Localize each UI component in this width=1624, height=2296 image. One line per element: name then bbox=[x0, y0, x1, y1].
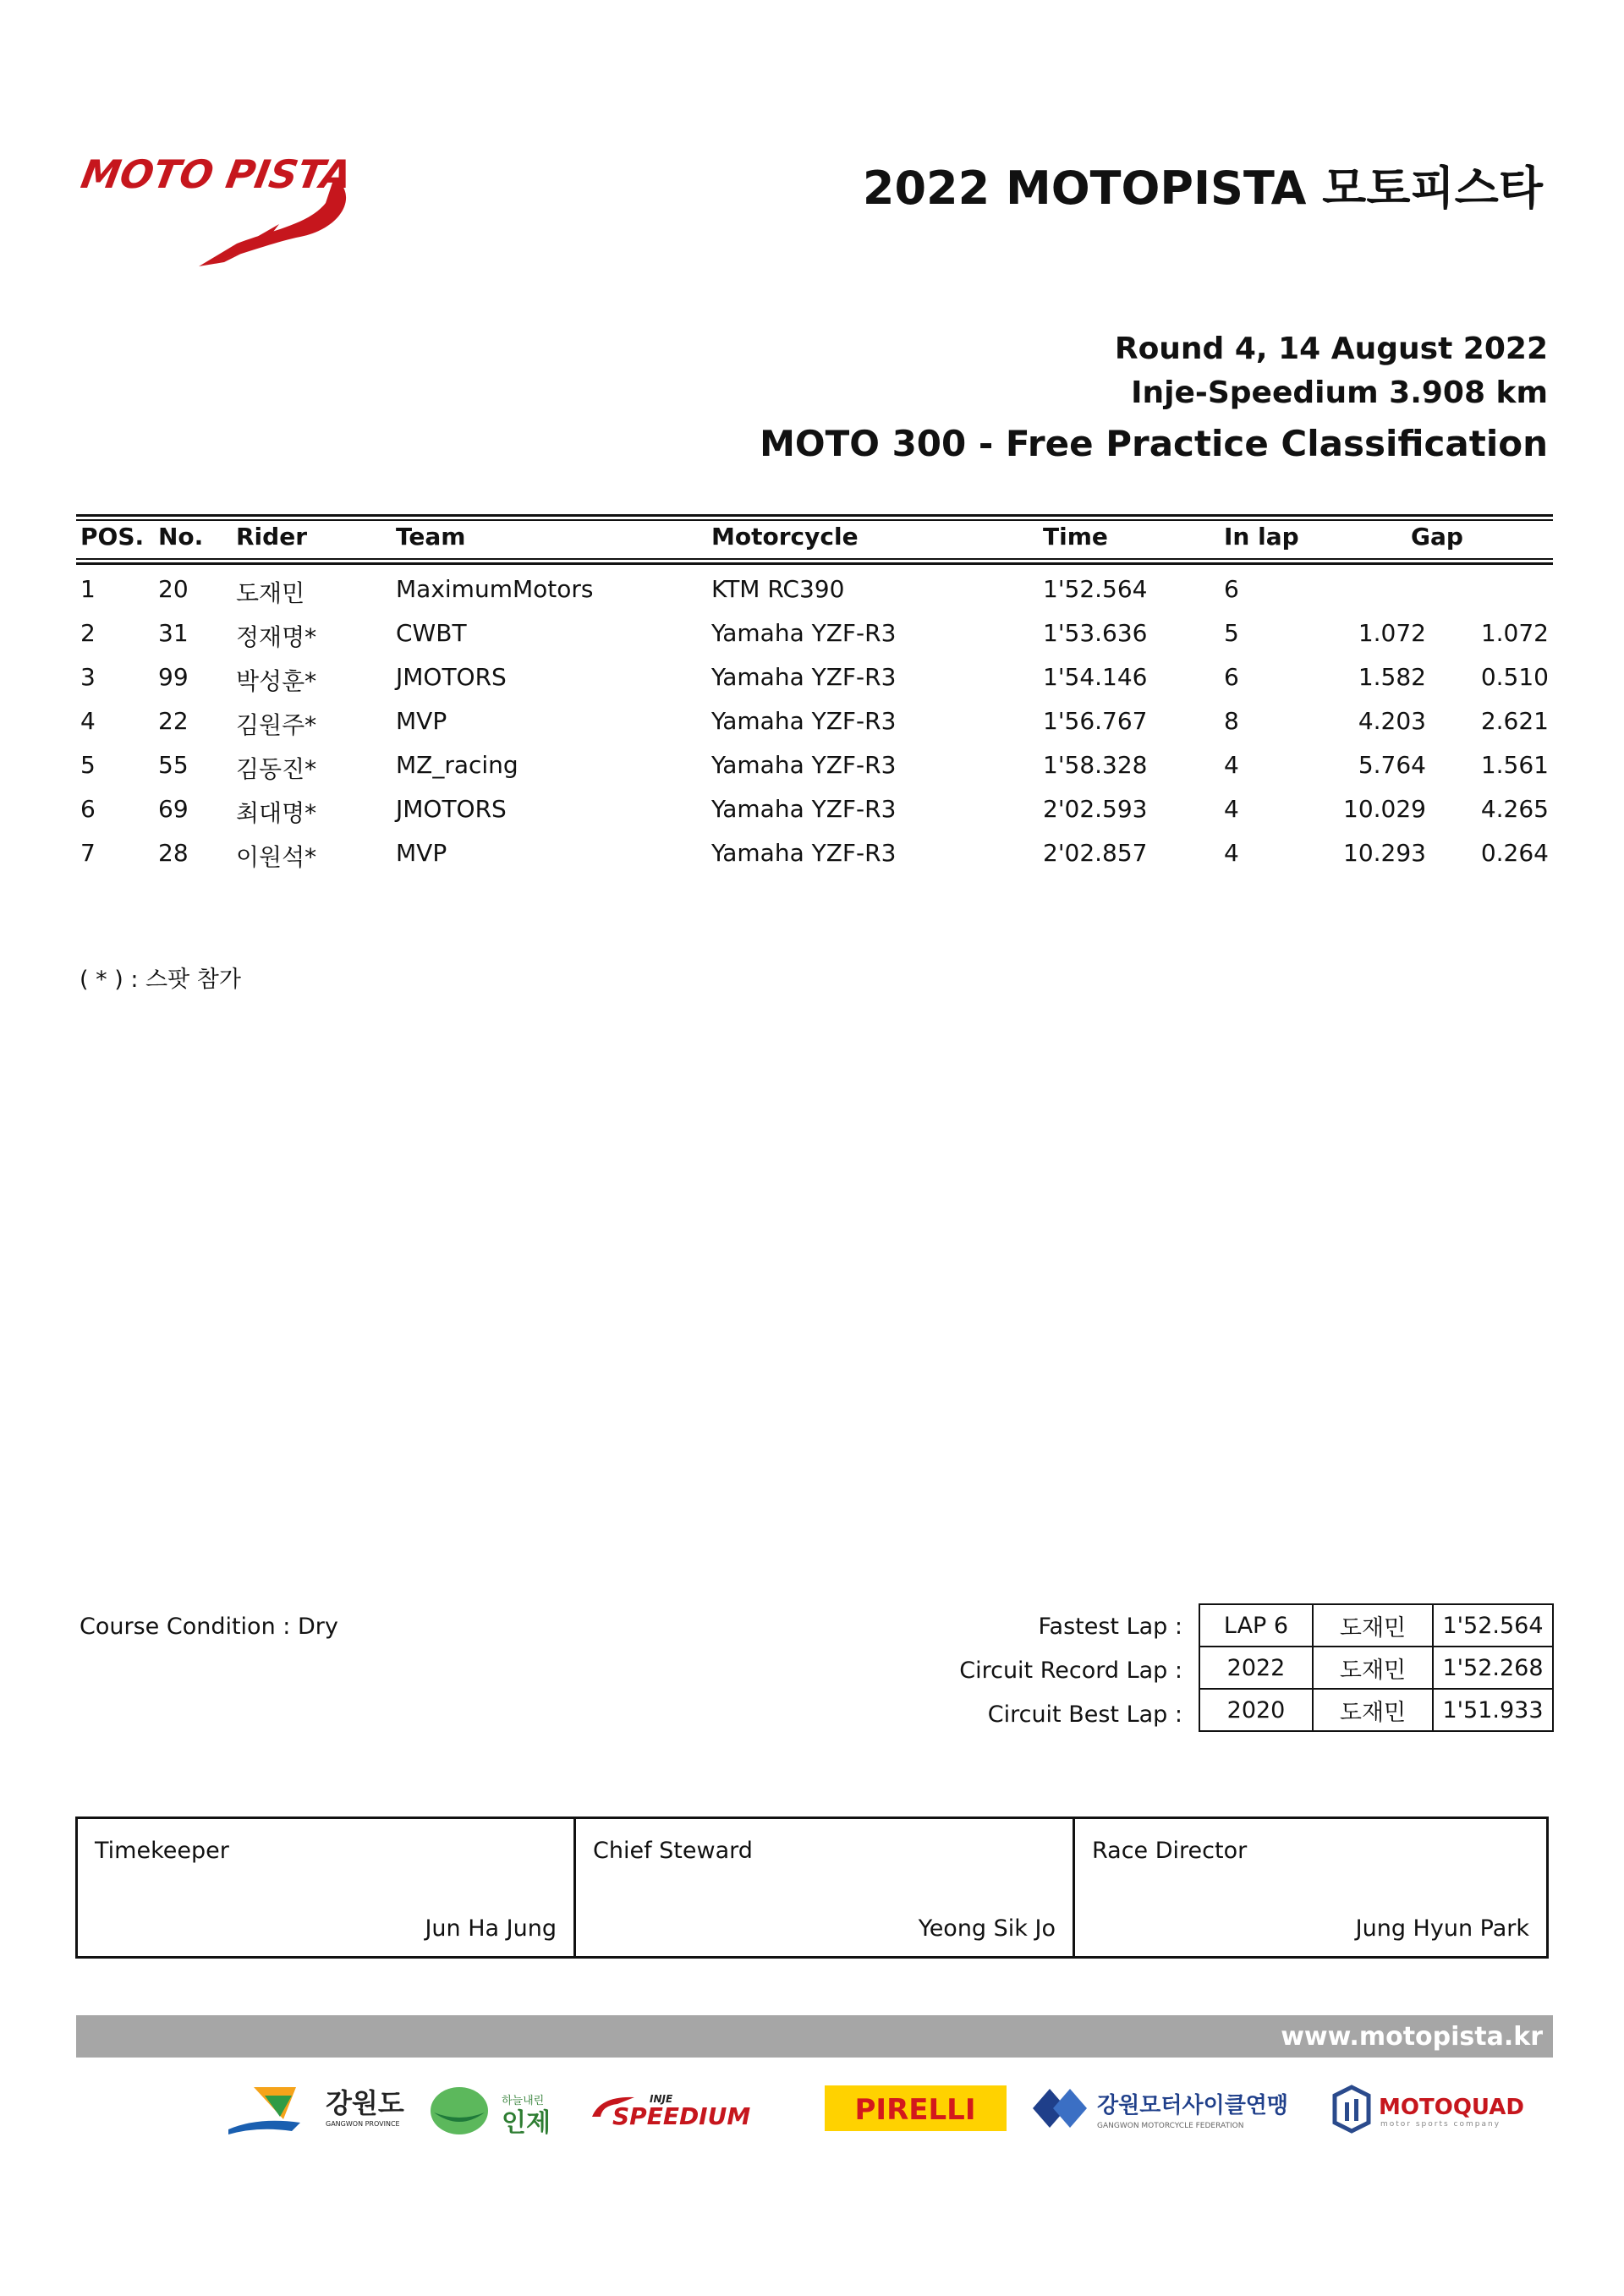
cell-rider: 박성훈* bbox=[236, 667, 317, 695]
cell-gap: 5.764 bbox=[1358, 751, 1426, 779]
motoquad-text: MOTOQUAD bbox=[1379, 2095, 1524, 2120]
chief-steward-section bbox=[573, 1819, 1073, 1956]
rider-cell: 도재민 bbox=[1313, 1647, 1433, 1689]
header-no: No. bbox=[158, 523, 204, 551]
cell-time: 1'54.146 bbox=[1043, 663, 1148, 691]
cell-diff: 0.264 bbox=[1480, 839, 1549, 867]
cell-gap: 4.203 bbox=[1358, 707, 1426, 735]
cell-time: 1'52.564 bbox=[1043, 575, 1148, 603]
pirelli-text: PIRELLI bbox=[854, 2093, 976, 2127]
cell-no: 69 bbox=[158, 795, 189, 823]
cell-gap: 10.029 bbox=[1343, 795, 1426, 823]
timekeeper-title: Timekeeper bbox=[95, 1838, 229, 1864]
cell-in-lap: 6 bbox=[1224, 663, 1239, 691]
page-title: 2022 MOTOPISTA 모토피스타 bbox=[862, 162, 1543, 215]
cell-team: MZ_racing bbox=[396, 751, 518, 779]
signature-box bbox=[75, 1817, 1549, 1959]
cell-time: 2'02.593 bbox=[1043, 795, 1148, 823]
cell-pos: 2 bbox=[80, 619, 96, 647]
fastest-lap-label: Fastest Lap : bbox=[1038, 1614, 1182, 1640]
cell-in-lap: 4 bbox=[1224, 751, 1239, 779]
cell-in-lap: 5 bbox=[1224, 619, 1239, 647]
federation-text: 강원모터사이클연맹 bbox=[1097, 2093, 1289, 2118]
speedium-small-text: INJE bbox=[650, 2093, 673, 2105]
cell-motorcycle: Yamaha YZF-R3 bbox=[711, 663, 897, 691]
speedium-text: SPEEDIUM bbox=[612, 2102, 751, 2130]
cell-pos: 5 bbox=[80, 751, 96, 779]
cell-no: 22 bbox=[158, 707, 189, 735]
header-motorcycle: Motorcycle bbox=[711, 523, 859, 551]
cell-rider: 도재민 bbox=[236, 579, 305, 607]
gangwon-motorcycle-federation-logo bbox=[1028, 2070, 1315, 2146]
table-row bbox=[76, 568, 1553, 612]
table-row bbox=[76, 612, 1553, 656]
cell-time: 1'58.328 bbox=[1043, 751, 1148, 779]
time-cell: 1'52.564 bbox=[1433, 1604, 1553, 1647]
gangwon-text: 강원도 bbox=[326, 2087, 404, 2119]
circuit-record-label: Circuit Record Lap : bbox=[959, 1658, 1182, 1684]
cell-in-lap: 6 bbox=[1224, 575, 1239, 603]
header-pos: POS. bbox=[80, 523, 145, 551]
session-title: MOTO 300 - Free Practice Classification bbox=[760, 423, 1548, 464]
table-row bbox=[76, 656, 1553, 700]
header-time: Time bbox=[1043, 523, 1108, 551]
cell-in-lap: 8 bbox=[1224, 707, 1239, 735]
chief-steward-name: Yeong Sik Jo bbox=[918, 1915, 1056, 1942]
time-cell: 1'51.933 bbox=[1433, 1689, 1553, 1731]
inje-small-text: 하늘내린 bbox=[502, 2095, 545, 2107]
federation-sub: GANGWON MOTORCYCLE FEDERATION bbox=[1097, 2122, 1244, 2130]
cell-team: MaximumMotors bbox=[396, 575, 594, 603]
cell-team: JMOTORS bbox=[396, 795, 507, 823]
header-gap: Gap bbox=[1411, 523, 1463, 551]
cell-time: 1'56.767 bbox=[1043, 707, 1148, 735]
cell-gap: 1.582 bbox=[1358, 663, 1426, 691]
gangwon-logo bbox=[224, 2070, 410, 2146]
cell-diff: 1.072 bbox=[1480, 619, 1549, 647]
table-row bbox=[76, 700, 1553, 744]
motoquad-logo bbox=[1328, 2070, 1556, 2146]
lap-records-table bbox=[1199, 1603, 1554, 1732]
cell-team: MVP bbox=[396, 707, 447, 735]
header-team: Team bbox=[396, 523, 466, 551]
motopista-logo-mark bbox=[80, 144, 351, 279]
cell-team: JMOTORS bbox=[396, 663, 507, 691]
header-in-lap: In lap bbox=[1224, 523, 1299, 551]
cell-diff: 2.621 bbox=[1480, 707, 1549, 735]
cell-in-lap: 4 bbox=[1224, 795, 1239, 823]
rider-cell: 도재민 bbox=[1313, 1604, 1433, 1647]
cell-pos: 7 bbox=[80, 839, 96, 867]
spot-entry-note: ( * ) : 스팟 참가 bbox=[80, 967, 241, 993]
cell-diff: 1.561 bbox=[1480, 751, 1549, 779]
table-row bbox=[76, 788, 1553, 832]
race-director-title: Race Director bbox=[1092, 1838, 1248, 1864]
rider-cell: 도재민 bbox=[1313, 1689, 1433, 1731]
header-rule-top bbox=[76, 514, 1553, 521]
cell-pos: 6 bbox=[80, 795, 96, 823]
lap-labels bbox=[959, 1605, 1182, 1737]
circuit-record-row bbox=[1199, 1647, 1553, 1689]
cell-diff: 4.265 bbox=[1480, 795, 1549, 823]
cell-diff: 0.510 bbox=[1480, 663, 1549, 691]
cell-motorcycle: KTM RC390 bbox=[711, 575, 845, 603]
inje-logo bbox=[427, 2070, 562, 2146]
header-rule-bottom bbox=[76, 558, 1553, 565]
cell-no: 20 bbox=[158, 575, 189, 603]
sponsor-logos bbox=[224, 2070, 1561, 2146]
table-header bbox=[76, 523, 1553, 556]
cell-no: 28 bbox=[158, 839, 189, 867]
circuit-info: Inje-Speedium 3.908 km bbox=[1131, 375, 1548, 410]
cell-no: 99 bbox=[158, 663, 189, 691]
inje-text: 인제 bbox=[502, 2108, 551, 2138]
cell-gap: 1.072 bbox=[1358, 619, 1426, 647]
header-rider: Rider bbox=[236, 523, 307, 551]
cell-pos: 4 bbox=[80, 707, 96, 735]
cell-pos: 1 bbox=[80, 575, 96, 603]
logo-wordmark: MOTO PISTA bbox=[80, 151, 351, 197]
fastest-lap-row bbox=[1199, 1604, 1553, 1647]
cell-in-lap: 4 bbox=[1224, 839, 1239, 867]
cell-motorcycle: Yamaha YZF-R3 bbox=[711, 707, 897, 735]
cell-time: 1'53.636 bbox=[1043, 619, 1148, 647]
inje-speedium-logo bbox=[584, 2070, 799, 2146]
time-cell: 1'52.268 bbox=[1433, 1647, 1553, 1689]
cell-rider: 이원석* bbox=[236, 843, 317, 871]
table-body bbox=[76, 568, 1553, 876]
table-row bbox=[76, 744, 1553, 788]
timekeeper-section bbox=[78, 1819, 573, 1956]
pirelli-logo bbox=[825, 2070, 1007, 2146]
cell-rider: 정재명* bbox=[236, 623, 317, 651]
table-row bbox=[76, 832, 1553, 876]
year-cell: 2020 bbox=[1199, 1689, 1313, 1731]
race-director-section bbox=[1073, 1819, 1546, 1956]
gangwon-sub: GANGWON PROVINCE bbox=[326, 2120, 400, 2128]
year-cell: 2022 bbox=[1199, 1647, 1313, 1689]
cell-motorcycle: Yamaha YZF-R3 bbox=[711, 751, 897, 779]
round-date: Round 4, 14 August 2022 bbox=[1114, 332, 1548, 366]
cell-rider: 김원주* bbox=[236, 711, 317, 739]
cell-motorcycle: Yamaha YZF-R3 bbox=[711, 619, 897, 647]
motopista-logo bbox=[80, 144, 351, 279]
lap-cell: LAP 6 bbox=[1199, 1604, 1313, 1647]
cell-pos: 3 bbox=[80, 663, 96, 691]
circuit-best-label: Circuit Best Lap : bbox=[987, 1701, 1182, 1728]
cell-rider: 최대명* bbox=[236, 799, 317, 827]
cell-no: 55 bbox=[158, 751, 189, 779]
chief-steward-title: Chief Steward bbox=[593, 1838, 753, 1864]
timekeeper-name: Jun Ha Jung bbox=[425, 1915, 557, 1942]
cell-rider: 김동진* bbox=[236, 755, 317, 783]
cell-motorcycle: Yamaha YZF-R3 bbox=[711, 795, 897, 823]
cell-no: 31 bbox=[158, 619, 189, 647]
website-link[interactable]: www.motopista.kr bbox=[1281, 2022, 1543, 2052]
race-director-name: Jung Hyun Park bbox=[1355, 1915, 1529, 1942]
cell-gap: 10.293 bbox=[1343, 839, 1426, 867]
cell-motorcycle: Yamaha YZF-R3 bbox=[711, 839, 897, 867]
course-condition: Course Condition : Dry bbox=[80, 1614, 338, 1640]
cell-team: CWBT bbox=[396, 619, 467, 647]
circuit-best-row bbox=[1199, 1689, 1553, 1731]
cell-team: MVP bbox=[396, 839, 447, 867]
website-bar bbox=[76, 2015, 1553, 2058]
motoquad-sub: motor sports company bbox=[1380, 2120, 1501, 2129]
cell-time: 2'02.857 bbox=[1043, 839, 1148, 867]
